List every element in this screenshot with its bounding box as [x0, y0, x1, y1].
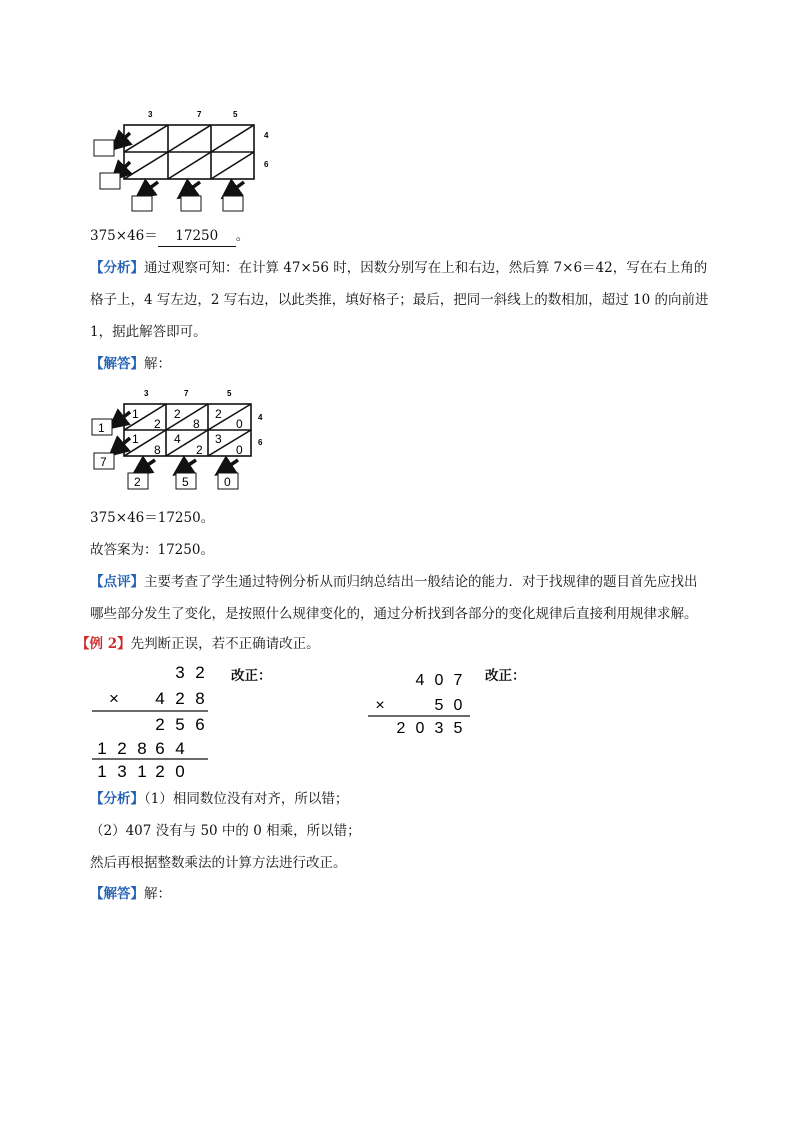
digit: 0 [434, 672, 444, 689]
solution-tag: 【解答】 [90, 356, 144, 372]
top-digit: 3 [148, 110, 153, 119]
question-expression: 375×46＝ [90, 228, 158, 244]
digit: 0 [415, 720, 425, 737]
cell-tens-digit: 2 [174, 407, 181, 421]
right-digit: 4 [264, 131, 269, 140]
digit: 6 [155, 739, 165, 758]
bottom-result-digit: 5 [182, 475, 189, 489]
analysis-text: （1）相同数位没有对齐，所以错； [144, 791, 349, 807]
digit: 3 [434, 720, 444, 737]
correction-label: 改正： [485, 668, 526, 684]
digit: 1 [137, 762, 147, 780]
analysis-line: （2）407 没有与 50 中的 0 相乘，所以错； [90, 823, 361, 839]
left-result-digit: 1 [98, 421, 105, 435]
top-digit: 5 [227, 389, 232, 398]
cell-ones-digit: 0 [236, 417, 243, 431]
digit: 2 [155, 762, 165, 780]
analysis-line: 然后再根据整数乘法的计算方法进行改正。 [90, 855, 347, 871]
top-digit: 7 [184, 389, 189, 398]
analysis-line: 格子上，4 写左边，2 写右边，以此类推，填好格子；最后，把同一斜线上的数相加，超过 10 的向前进 [90, 292, 709, 308]
multiplication-problem-1 [88, 658, 208, 780]
cell-ones-digit: 0 [236, 443, 243, 457]
digit: 1 [97, 762, 107, 780]
arrows [118, 133, 244, 193]
lattice-diagram-filled [88, 382, 288, 497]
digit: 4 [175, 739, 185, 758]
question-end: 。 [235, 228, 250, 244]
analysis-line: 1，据此解答即可。 [90, 324, 207, 340]
right-digit: 4 [258, 413, 263, 422]
cell-tens-digit: 2 [215, 407, 222, 421]
solution-text: 解： [144, 356, 171, 372]
comment-text: 主要考查了学生通过特例分析从而归纳总结出一般结论的能力．对于找规律的题目首先应找出 [144, 574, 698, 590]
solution-line [90, 884, 171, 904]
digit: 5 [434, 697, 444, 714]
bottom-result-digit: 0 [224, 475, 231, 489]
digit: 3 [175, 663, 185, 682]
example-text: 先判断正误，若不正确请改正。 [130, 636, 320, 652]
digit: 8 [195, 689, 205, 708]
solution-line [90, 354, 171, 374]
digit: 3 [117, 762, 127, 780]
cell-ones-digit: 8 [154, 443, 161, 457]
analysis-text: 通过观察可知：在计算 47×56 时，因数分别写在上和右边，然后算 7×6＝42，写在右上角的 [144, 260, 708, 276]
top-digit: 5 [233, 110, 238, 119]
digit: 2 [175, 689, 185, 708]
lattice-diagram-blank [88, 100, 288, 218]
right-digit: 6 [264, 160, 269, 169]
digit: 4 [415, 672, 425, 689]
solution-tag: 【解答】 [90, 886, 144, 902]
correction-label: 改正： [231, 668, 272, 684]
comment-line [90, 572, 698, 592]
cell-tens-digit: 4 [174, 432, 181, 446]
digit: 6 [195, 715, 205, 734]
times-sign: × [109, 689, 119, 708]
cell-tens-digit: 1 [132, 432, 139, 446]
digit: 2 [396, 720, 406, 737]
digit: 5 [175, 715, 185, 734]
digit: 4 [155, 689, 165, 708]
top-digit: 3 [144, 389, 149, 398]
analysis-tag: 【分析】 [90, 260, 144, 276]
digit: 8 [137, 739, 147, 758]
example-tag: 【例 2】 [76, 636, 131, 652]
final-answer: 故答案为：17250。 [90, 542, 214, 558]
analysis-line [90, 258, 707, 278]
analysis-line [90, 789, 348, 809]
cell-ones-digit: 2 [196, 443, 203, 457]
top-digit: 7 [197, 110, 202, 119]
comment-tag: 【点评】 [90, 574, 144, 590]
analysis-tag: 【分析】 [90, 791, 144, 807]
result-line: 375×46＝17250。 [90, 510, 215, 526]
digit: 0 [175, 762, 185, 780]
cell-tens-digit: 3 [215, 432, 222, 446]
cell-ones-digit: 2 [154, 417, 161, 431]
digit: 5 [453, 720, 463, 737]
question-line [90, 226, 249, 247]
lattice-grid [124, 404, 251, 456]
lattice-grid [124, 125, 254, 179]
digit: 7 [453, 672, 463, 689]
example-heading [76, 634, 320, 654]
solution-text: 解： [144, 886, 171, 902]
digit: 0 [453, 697, 463, 714]
cell-tens-digit: 1 [132, 407, 139, 421]
left-result-digit: 7 [100, 455, 107, 469]
right-digit: 6 [258, 438, 263, 447]
digit: 2 [155, 715, 165, 734]
cell-ones-digit: 8 [193, 417, 200, 431]
answer-blank: 17250 [158, 226, 236, 247]
digit: 1 [97, 739, 107, 758]
bottom-result-digit: 2 [134, 475, 141, 489]
digit: 2 [117, 739, 127, 758]
multiplication-problem-2 [366, 664, 476, 739]
times-sign: × [375, 697, 385, 714]
digit: 2 [195, 663, 205, 682]
comment-line: 哪些部分发生了变化，是按照什么规律变化的，通过分析找到各部分的变化规律后直接利用规律求解。 [90, 606, 698, 622]
